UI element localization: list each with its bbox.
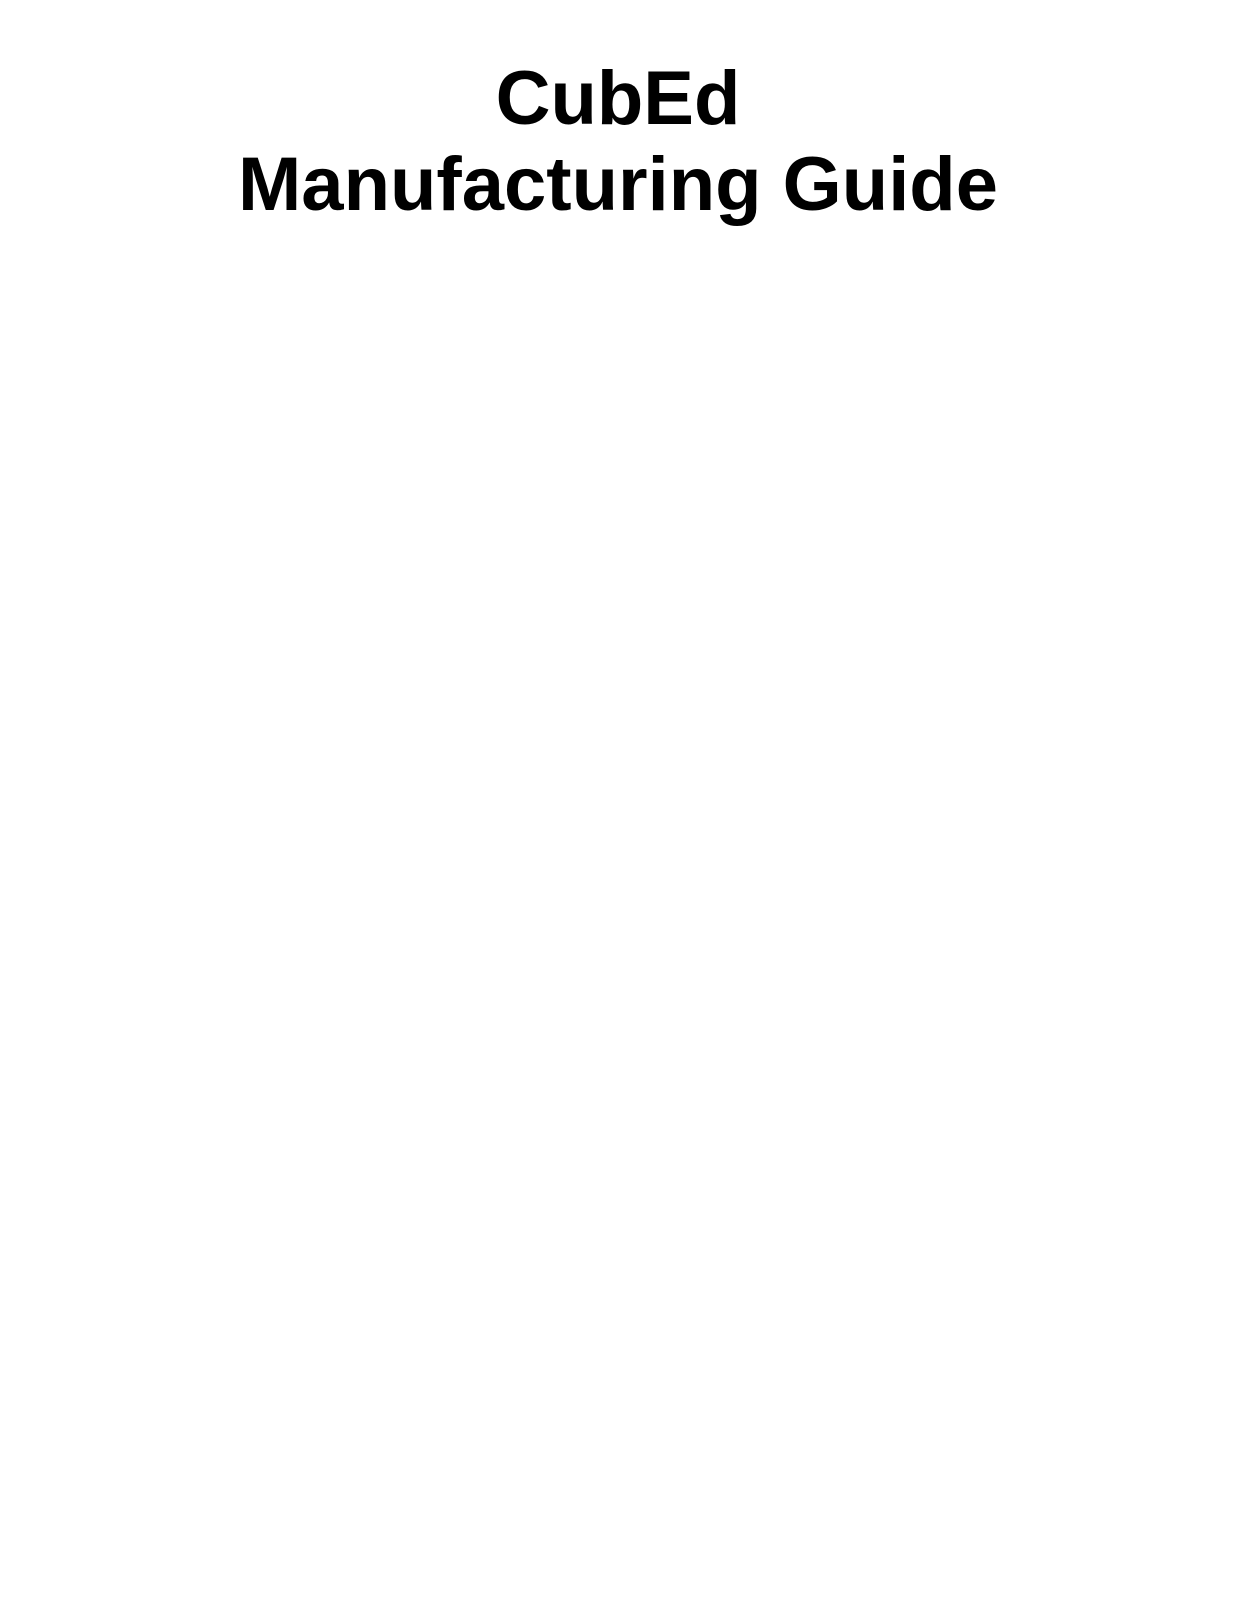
- cover-title: [0, 56, 1236, 228]
- title-product-name: CubEd: [495, 56, 741, 141]
- title-document-type: Manufacturing Guide: [238, 142, 998, 227]
